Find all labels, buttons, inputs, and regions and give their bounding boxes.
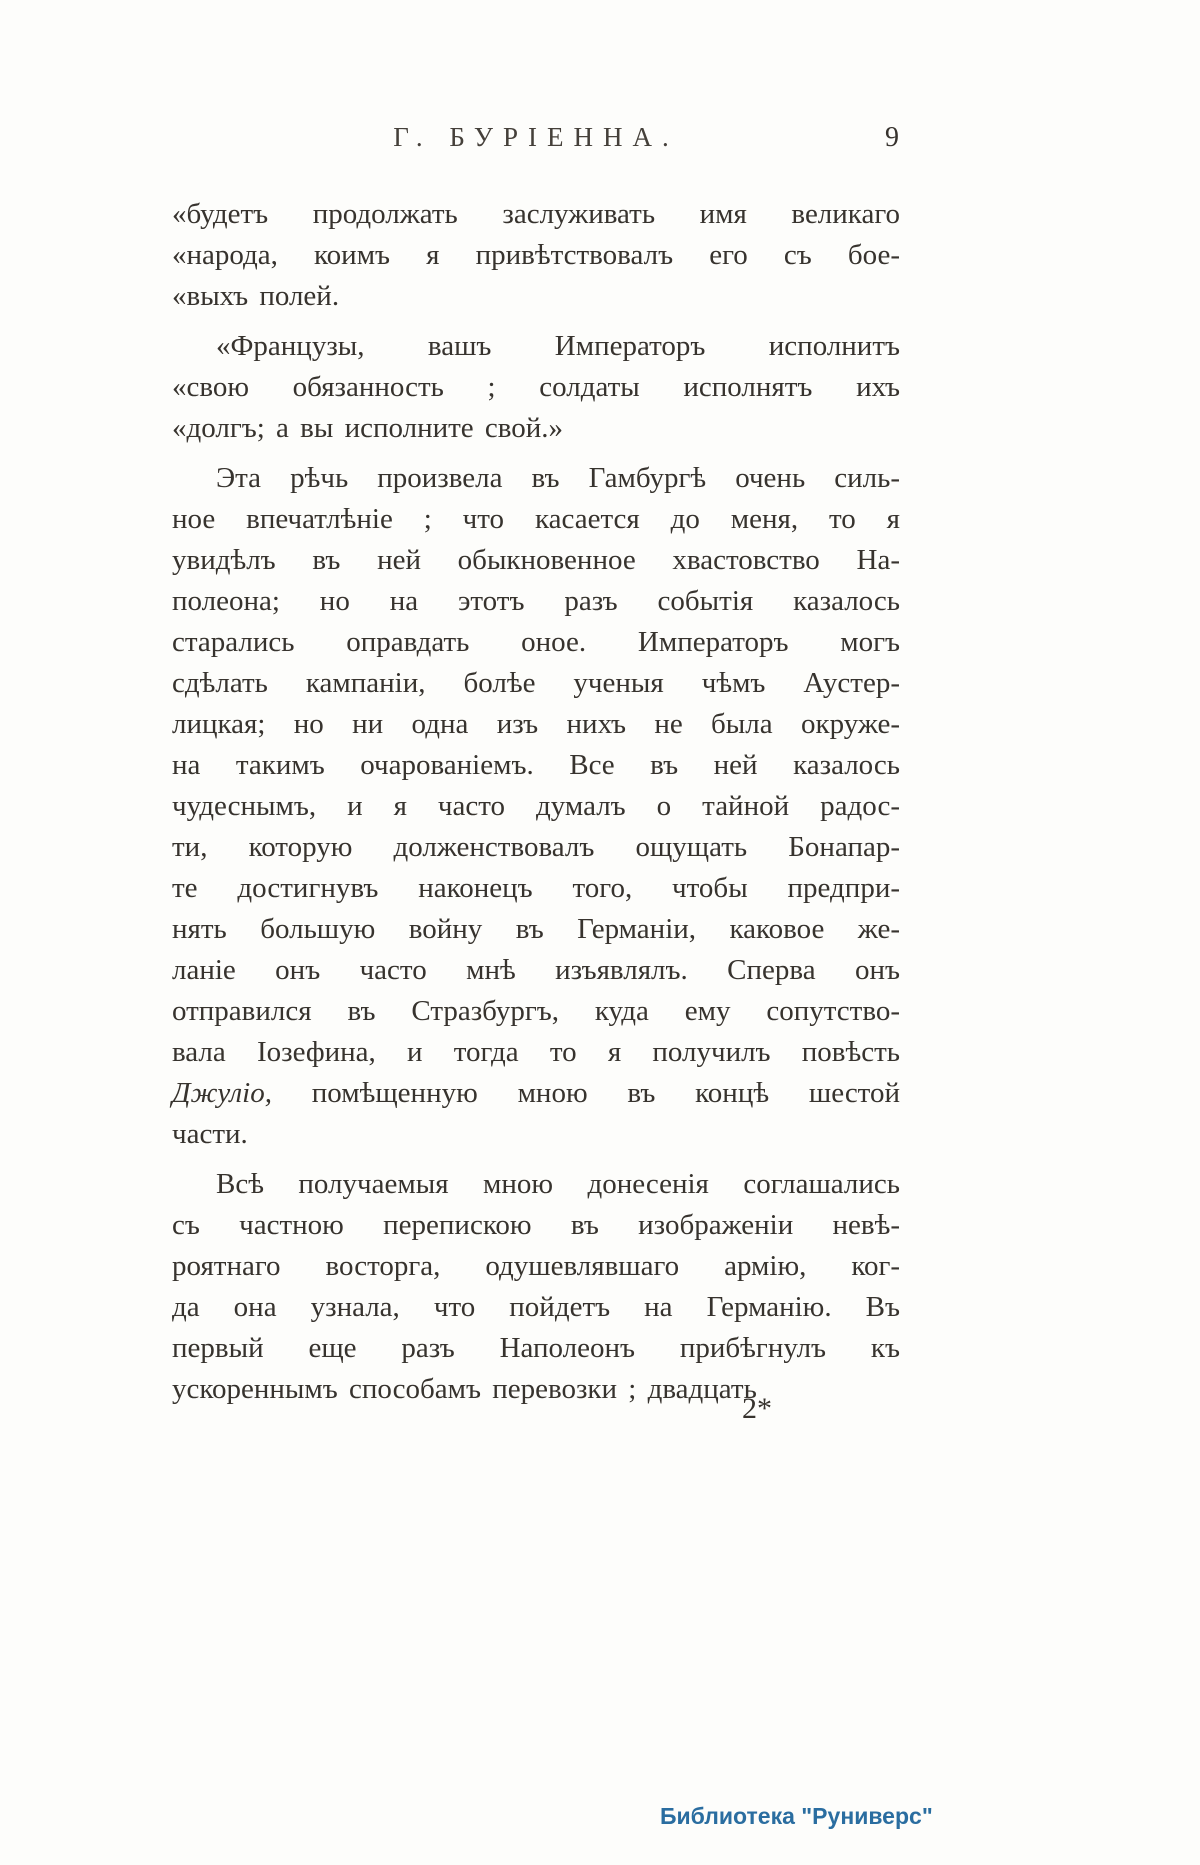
paragraph xyxy=(172,458,900,1155)
text-line: отправился въ Стразбургъ, куда ему сопутство- xyxy=(172,995,900,1027)
text-line: ное впечатлѣніе ; что касается до меня, то я xyxy=(172,503,900,535)
text-line: сдѣлать кампаніи, болѣе ученыя чѣмъ Аустер- xyxy=(172,667,900,699)
text-line: лицкая; но ни одна изъ нихъ не была окруже- xyxy=(172,708,900,740)
text-line: Всѣ получаемыя мною донесенія соглашались xyxy=(216,1168,900,1200)
signature-mark: 2* xyxy=(742,1392,772,1425)
text-block xyxy=(172,122,900,1419)
text-line: те достигнувъ наконецъ того, чтобы предпри- xyxy=(172,872,900,904)
paragraph xyxy=(172,326,900,449)
text-line: ланіе онъ часто мнѣ изъявлялъ. Сперва онъ xyxy=(172,954,900,986)
text-line: увидѣлъ въ ней обыкновенное хвастовство На- xyxy=(172,544,900,576)
text-line: на такимъ очарованіемъ. Все въ ней казалось xyxy=(172,749,900,781)
text-line: чудеснымъ, и я часто думалъ о тайной радос- xyxy=(172,790,900,822)
running-title: Г. БУРІЕННА. xyxy=(393,122,679,152)
page-number: 9 xyxy=(885,122,900,153)
text-line: полеона; но на этотъ разъ событія казалось xyxy=(172,585,900,617)
paragraph xyxy=(172,1164,900,1410)
text-line: «выхъ полей. xyxy=(172,280,340,312)
text-line: «долгъ; а вы исполните свой.» xyxy=(172,412,564,444)
text-line: «Французы, вашъ Императоръ исполнитъ xyxy=(216,330,900,362)
text-line: «будетъ продолжать заслуживать имя великаго xyxy=(172,198,900,230)
page-header xyxy=(172,122,900,166)
text-line: ти, которую долженствовалъ ощущать Бонапар- xyxy=(172,831,900,863)
text-line: «народа, коимъ я привѣтствовалъ его съ бое- xyxy=(172,239,900,271)
text-line: первый еще разъ Наполеонъ прибѣгнулъ къ xyxy=(172,1332,900,1364)
page-body xyxy=(172,194,900,1410)
text-line: старались оправдать оное. Императоръ могъ xyxy=(172,626,900,658)
text-line: части. xyxy=(172,1118,248,1150)
plain-text: помѣщенную мною въ концѣ шестой xyxy=(271,1077,900,1109)
text-line: роятнаго восторга, одушевлявшаго армію, ког- xyxy=(172,1250,900,1282)
text-line xyxy=(172,1073,900,1114)
text-line: ускореннымъ способамъ перевозки ; двадцать xyxy=(172,1373,757,1405)
library-watermark: Библиотека "Руниверс" xyxy=(660,1803,933,1829)
text-line: вала Іозефина, и тогда то я получилъ повѣсть xyxy=(172,1036,900,1068)
text-line: нять большую войну въ Германіи, каковое же- xyxy=(172,913,900,945)
text-line: «свою обязанность ; солдаты исполнятъ ихъ xyxy=(172,371,900,403)
text-line: да она узнала, что пойдетъ на Германію. Въ xyxy=(172,1291,900,1323)
paragraph xyxy=(172,194,900,317)
italic-text: Джуліо, xyxy=(172,1077,272,1109)
text-line: съ частною перепискою въ изображеніи невѣ- xyxy=(172,1209,900,1241)
text-line: Эта рѣчь произвела въ Гамбургѣ очень силь- xyxy=(216,462,900,494)
